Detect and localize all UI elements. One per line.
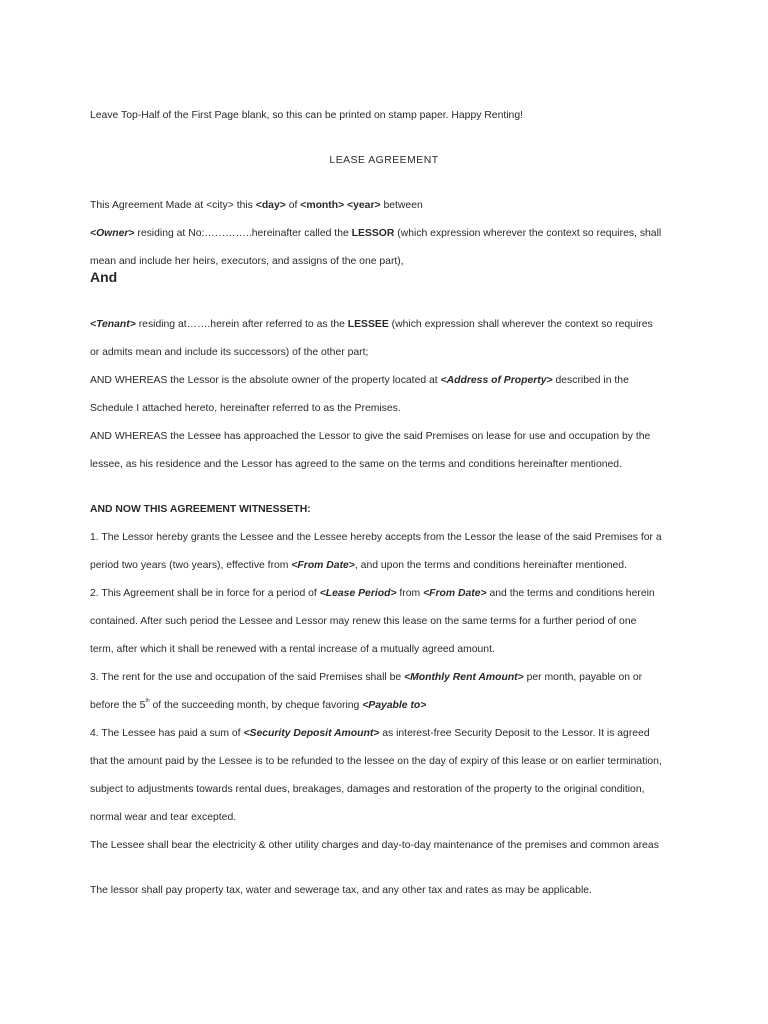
witnesseth-heading: AND NOW THIS AGREEMENT WITNESSETH: bbox=[90, 504, 311, 515]
rent-placeholder: <Monthly Rent Amount> bbox=[404, 672, 524, 683]
whereas1-text-cont: described in the bbox=[552, 375, 629, 386]
lease-period-placeholder: <Lease Period> bbox=[319, 588, 397, 599]
year-placeholder: <year> bbox=[347, 200, 381, 211]
intro-between: between bbox=[380, 200, 423, 211]
owner-paragraph-line2: mean and include her heirs, executors, and assigns of the one part), bbox=[90, 256, 404, 267]
clause2-from: from bbox=[396, 588, 424, 599]
tenant-paragraph-line1 bbox=[90, 318, 690, 331]
stamp-paper-note: Leave Top-Half of the First Page blank, so this can be printed on stamp paper. Happy Renting! bbox=[90, 110, 524, 121]
whereas2-line2: lessee, as his residence and the Lessor has agreed to the same on the terms and conditions hereinafter mentioned. bbox=[90, 459, 622, 470]
whereas2-line1: AND WHEREAS the Lessee has approached the Lessor to give the said Premises on lease for use and occupation by the bbox=[90, 431, 651, 442]
clause2-line3: term, after which it shall be renewed with a rental increase of a mutually agreed amount. bbox=[90, 644, 495, 655]
owner-text: residing at No:…………..hereinafter called the bbox=[134, 228, 352, 239]
lessee-term: LESSEE bbox=[347, 319, 389, 330]
clause2-line2: contained. After such period the Lessee and Lessor may renew this lease on the same terms for a further period of one bbox=[90, 616, 637, 627]
whereas1-line2: Schedule I attached hereto, hereinafter referred to as the Premises. bbox=[90, 403, 401, 414]
clause3-line2 bbox=[90, 699, 690, 712]
intro-paragraph bbox=[90, 199, 690, 212]
clause1-line1: 1. The Lessor hereby grants the Lessee and the Lessee hereby accepts from the Lessor the lease of the said Premises for a bbox=[90, 532, 662, 543]
tenant-text: residing at…….herein after referred to as the bbox=[135, 319, 348, 330]
clause4-text-cont: as interest-free Security Deposit to the Lessor. It is agreed bbox=[379, 728, 650, 739]
payable-to-placeholder: <Payable to> bbox=[362, 700, 427, 711]
whereas1-line1 bbox=[90, 374, 690, 387]
owner-text-cont: (which expression wherever the context so requires, shall bbox=[394, 228, 662, 239]
tenant-text-cont: (which expression shall wherever the context so requires bbox=[388, 319, 653, 330]
from-date-placeholder: <From Date> bbox=[291, 560, 355, 571]
clause3-text2: before the 5 bbox=[90, 700, 146, 711]
lessor-term: LESSOR bbox=[351, 228, 395, 239]
day-placeholder: <day> bbox=[255, 200, 286, 211]
document-title: LEASE AGREEMENT bbox=[329, 155, 439, 166]
clause1-line2 bbox=[90, 559, 690, 572]
clause4-line4: normal wear and tear excepted. bbox=[90, 812, 237, 823]
clause4-line2: that the amount paid by the Lessee is to be refunded to the lessee on the day of expiry of this lease or on earlier termination, bbox=[90, 756, 662, 767]
clause2-text: 2. This Agreement shall be in force for a period of bbox=[90, 588, 320, 599]
intro-of: of bbox=[285, 200, 301, 211]
intro-text: This Agreement Made at <city> this bbox=[90, 200, 256, 211]
clause4-line3: subject to adjustments towards rental dues, breakages, damages and restoration of the property to the original condition, bbox=[90, 784, 645, 795]
tax-clause: The lessor shall pay property tax, water and sewerage tax, and any other tax and rates as may be applicable. bbox=[90, 885, 592, 896]
tenant-paragraph-line2: or admits mean and include its successors) of the other part; bbox=[90, 347, 369, 358]
deposit-placeholder: <Security Deposit Amount> bbox=[243, 728, 380, 739]
ordinal-suffix: th bbox=[145, 698, 150, 704]
electricity-clause: The Lessee shall bear the electricity & other utility charges and day-to-day maintenance of the premises and common areas bbox=[90, 840, 659, 851]
and-heading: And bbox=[90, 269, 118, 285]
clause2-text-cont: and the terms and conditions herein bbox=[486, 588, 655, 599]
clause3-text: 3. The rent for the use and occupation of the said Premises shall be bbox=[90, 672, 405, 683]
clause3-line1 bbox=[90, 671, 690, 684]
clause4-line1 bbox=[90, 727, 690, 740]
tenant-placeholder: <Tenant> bbox=[90, 319, 136, 330]
owner-placeholder: <Owner> bbox=[90, 228, 135, 239]
owner-paragraph-line1 bbox=[90, 227, 690, 240]
address-placeholder: <Address of Property> bbox=[440, 375, 553, 386]
clause1-text-cont: , and upon the terms and conditions hereinafter mentioned. bbox=[354, 560, 627, 571]
clause4-text: 4. The Lessee has paid a sum of bbox=[90, 728, 244, 739]
clause3-text-cont: per month, payable on or bbox=[523, 672, 643, 683]
clause1-text: period two years (two years), effective from bbox=[90, 560, 292, 571]
from-date-placeholder-2: <From Date> bbox=[423, 588, 487, 599]
clause2-line1 bbox=[90, 587, 690, 600]
clause3-text3: of the succeeding month, by cheque favoring bbox=[149, 700, 363, 711]
month-placeholder: <month> bbox=[300, 200, 345, 211]
whereas1-text: AND WHEREAS the Lessor is the absolute owner of the property located at bbox=[90, 375, 441, 386]
